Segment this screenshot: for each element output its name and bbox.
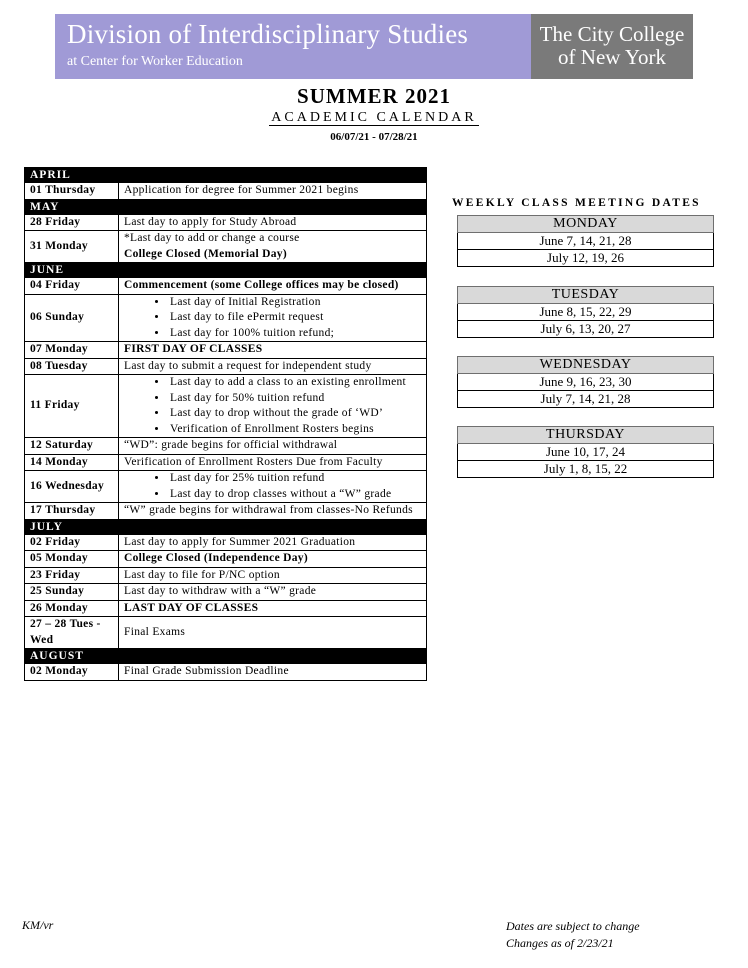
row-date: 14 Monday	[25, 454, 119, 471]
footer-note-change: Dates are subject to change	[506, 919, 640, 933]
calendar-row	[25, 454, 427, 471]
month-header-august: AUGUST	[25, 649, 427, 664]
event-item: • Last day for 25% tuition refund	[168, 471, 421, 487]
row-event	[119, 375, 427, 438]
row-date: 06 Sunday	[25, 294, 119, 342]
calendar-row	[25, 617, 427, 649]
row-event: Last day to submit a request for independent study	[119, 358, 427, 375]
row-event: “W” grade begins for withdrawal from classes-No Refunds	[119, 503, 427, 520]
july-dates: July 6, 13, 20, 27	[458, 321, 714, 338]
calendar-row	[25, 358, 427, 375]
month-header-july: JULY	[25, 519, 427, 534]
weekly-table-wednesday	[457, 356, 714, 408]
calendar-row	[25, 567, 427, 584]
college-logo	[531, 14, 693, 79]
row-date: 23 Friday	[25, 567, 119, 584]
footer-notes	[506, 918, 640, 952]
row-date: 07 Monday	[25, 342, 119, 359]
academic-calendar-table	[24, 167, 427, 681]
month-header-may: MAY	[25, 199, 427, 214]
calendar-row	[25, 584, 427, 601]
calendar-row	[25, 294, 427, 342]
june-dates: June 8, 15, 22, 29	[458, 304, 714, 321]
event-list	[124, 471, 421, 502]
june-dates: June 9, 16, 23, 30	[458, 374, 714, 391]
event-line: College Closed (Memorial Day)	[124, 247, 287, 260]
division-subtitle: at Center for Worker Education	[67, 54, 243, 69]
event-item: • Last day to file ePermit request	[168, 310, 421, 326]
event-item: • Last day to drop classes without a “W” grade	[168, 487, 421, 503]
row-date: 02 Monday	[25, 664, 119, 681]
event-item: • Last day to add a class to an existing enrollment	[168, 375, 421, 391]
calendar-row	[25, 375, 427, 438]
college-name-line2: of New York	[558, 45, 666, 69]
event-item: • Last day for 100% tuition refund;	[168, 326, 421, 342]
calendar-row	[25, 664, 427, 681]
row-event: Last day to file for P/NC option	[119, 567, 427, 584]
row-event: Verification of Enrollment Rosters Due from Faculty	[119, 454, 427, 471]
row-event: Final Grade Submission Deadline	[119, 664, 427, 681]
event-item: • Last day of Initial Registration	[168, 295, 421, 311]
calendar-row	[25, 503, 427, 520]
row-date: 25 Sunday	[25, 584, 119, 601]
row-event: Application for degree for Summer 2021 begins	[119, 183, 427, 200]
row-date: 28 Friday	[25, 214, 119, 231]
footer-initials: KM/vr	[22, 918, 54, 932]
weekday-label: WEDNESDAY	[458, 357, 714, 374]
row-event	[119, 471, 427, 503]
row-event: Final Exams	[119, 617, 427, 649]
subtitle-text: ACADEMIC CALENDAR	[271, 110, 477, 125]
july-dates: July 1, 8, 15, 22	[458, 461, 714, 478]
row-date: 02 Friday	[25, 534, 119, 551]
division-title: Division of Interdisciplinary Studies	[67, 19, 469, 49]
event-line: *Last day to add or change a course	[124, 232, 300, 244]
row-date: 26 Monday	[25, 600, 119, 617]
row-date: 05 Monday	[25, 551, 119, 568]
date-range: 06/07/21 - 07/28/21	[330, 131, 418, 143]
weekly-table-monday	[457, 215, 714, 267]
weekly-table-thursday	[457, 426, 714, 478]
row-date: 04 Friday	[25, 278, 119, 295]
row-event: FIRST DAY OF CLASSES	[119, 342, 427, 359]
june-dates: June 10, 17, 24	[458, 444, 714, 461]
july-dates: July 7, 14, 21, 28	[458, 391, 714, 408]
month-header-june: JUNE	[25, 263, 427, 278]
weekly-table-tuesday	[457, 286, 714, 338]
footer-note-date: Changes as of 2/23/21	[506, 936, 614, 950]
calendar-row	[25, 278, 427, 295]
row-event: LAST DAY OF CLASSES	[119, 600, 427, 617]
division-banner	[55, 14, 531, 79]
month-header-april: APRIL	[25, 168, 427, 183]
row-date: 31 Monday	[25, 231, 119, 263]
calendar-row	[25, 342, 427, 359]
event-list	[124, 375, 421, 437]
event-item: • Verification of Enrollment Rosters begins	[168, 422, 421, 438]
row-date: 16 Wednesday	[25, 471, 119, 503]
calendar-row	[25, 231, 427, 263]
calendar-row	[25, 551, 427, 568]
row-date: 17 Thursday	[25, 503, 119, 520]
row-date: 01 Thursday	[25, 183, 119, 200]
event-item: • Last day to drop without the grade of ‘WD’	[168, 406, 421, 422]
calendar-row	[25, 214, 427, 231]
row-event: Commencement (some College offices may be closed)	[119, 278, 427, 295]
calendar-row	[25, 534, 427, 551]
calendar-row	[25, 471, 427, 503]
row-date: 08 Tuesday	[25, 358, 119, 375]
july-dates: July 12, 19, 26	[458, 250, 714, 267]
calendar-row	[25, 600, 427, 617]
row-event	[119, 294, 427, 342]
row-event: Last day to withdraw with a “W” grade	[119, 584, 427, 601]
page-subtitle	[0, 110, 748, 126]
weekly-heading: WEEKLY CLASS MEETING DATES	[452, 197, 701, 209]
weekday-label: MONDAY	[458, 216, 714, 233]
row-event: College Closed (Independence Day)	[119, 551, 427, 568]
event-list	[124, 295, 421, 342]
weekday-label: THURSDAY	[458, 427, 714, 444]
event-item: • Last day for 50% tuition refund	[168, 391, 421, 407]
college-name-line1: The City College	[539, 22, 685, 46]
row-event: Last day to apply for Study Abroad	[119, 214, 427, 231]
row-date: 11 Friday	[25, 375, 119, 438]
row-event: “WD”: grade begins for official withdrawal	[119, 438, 427, 455]
row-date: 27 – 28 Tues - Wed	[25, 617, 119, 649]
june-dates: June 7, 14, 21, 28	[458, 233, 714, 250]
weekday-label: TUESDAY	[458, 287, 714, 304]
calendar-row	[25, 438, 427, 455]
row-event: Last day to apply for Summer 2021 Graduation	[119, 534, 427, 551]
page-title: SUMMER 2021	[297, 84, 451, 108]
row-date: 12 Saturday	[25, 438, 119, 455]
calendar-row	[25, 183, 427, 200]
row-event	[119, 231, 427, 263]
